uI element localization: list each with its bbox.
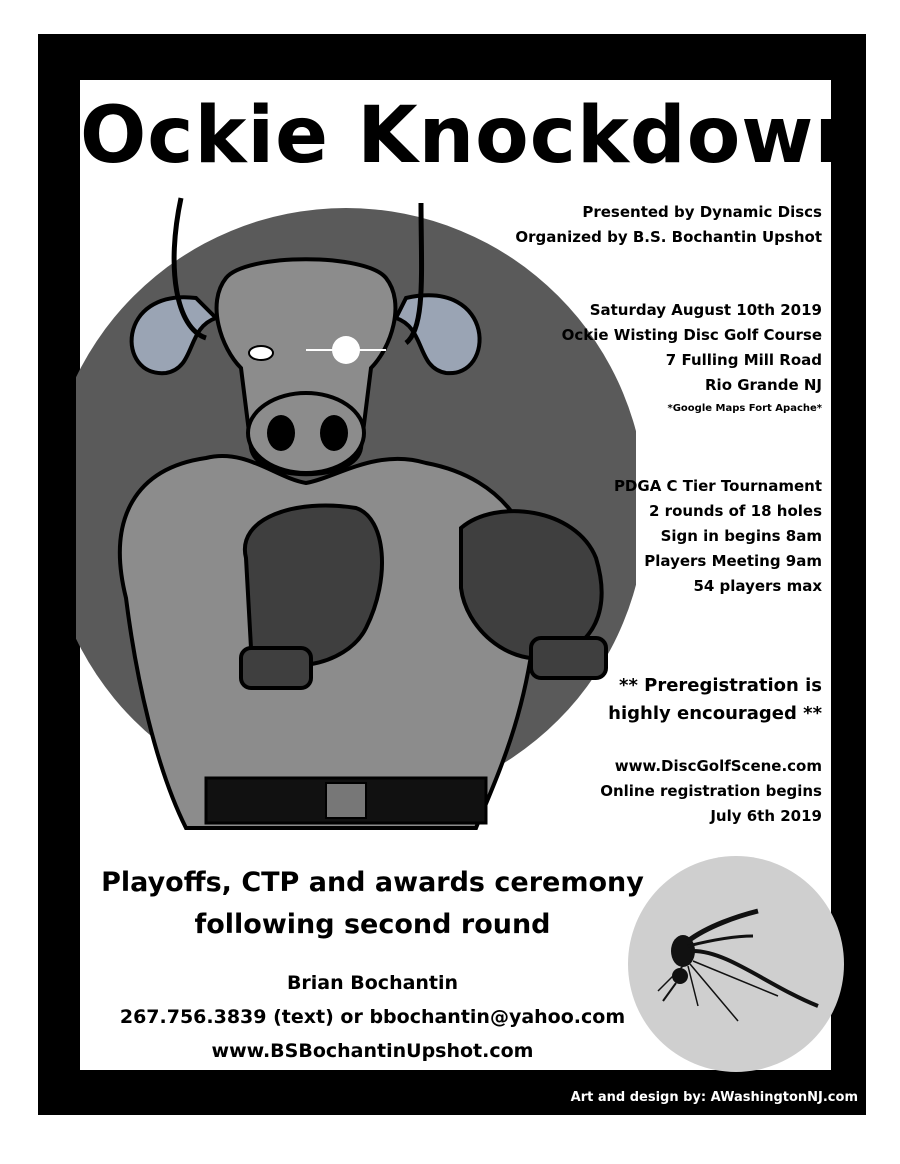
presented-by: Presented by Dynamic Discs	[582, 203, 822, 221]
contact-block	[100, 966, 645, 1068]
left-glove-cuff	[241, 648, 311, 688]
contact-phone-email: 267.756.3839 (text) or bbochantin@yahoo.com	[119, 1006, 626, 1028]
contact-name: Brian Bochantin	[286, 972, 459, 994]
detail-meeting: Players Meeting 9am	[644, 552, 822, 570]
registration-block	[600, 754, 822, 829]
art-credit: Art and design by: AWashingtonNJ.com	[570, 1090, 858, 1105]
left-nostril	[267, 415, 295, 451]
presented-by-block	[515, 200, 822, 250]
bull-boxer-illustration	[76, 178, 636, 858]
detail-tier: PDGA C Tier Tournament	[613, 477, 822, 495]
event-info-block	[562, 298, 822, 416]
registration-date: July 6th 2019	[710, 807, 822, 825]
playoffs-block	[100, 862, 645, 946]
prereg-line1: ** Preregistration is	[619, 675, 822, 696]
contact-website: www.BSBochantinUpshot.com	[211, 1040, 534, 1062]
prereg-line2: highly encouraged **	[608, 703, 822, 724]
registration-begins: Online registration begins	[600, 782, 822, 800]
mosquito-head	[672, 968, 688, 984]
left-eye	[249, 346, 273, 360]
playoffs-line1: Playoffs, CTP and awards ceremony	[101, 867, 644, 898]
maps-note: *Google Maps Fort Apache*	[667, 403, 822, 414]
belt-buckle	[326, 783, 366, 818]
detail-rounds: 2 rounds of 18 holes	[649, 502, 822, 520]
event-address: 7 Fulling Mill Road	[665, 351, 822, 369]
preregistration-block	[608, 672, 822, 728]
event-course: Ockie Wisting Disc Golf Course	[561, 326, 822, 344]
mosquito-illustration	[628, 856, 848, 1076]
right-glove-cuff	[531, 638, 606, 678]
registration-site: www.DiscGolfScene.com	[614, 757, 822, 775]
event-date: Saturday August 10th 2019	[589, 301, 822, 319]
playoffs-line2: following second round	[194, 909, 551, 940]
detail-signin: Sign in begins 8am	[660, 527, 822, 545]
right-nostril	[320, 415, 348, 451]
poster-title: Ockie Knockdown	[80, 91, 871, 181]
event-city: Rio Grande NJ	[705, 376, 822, 394]
organized-by: Organized by B.S. Bochantin Upshot	[515, 228, 822, 246]
tournament-details-block	[614, 474, 822, 599]
detail-max-players: 54 players max	[693, 577, 822, 595]
